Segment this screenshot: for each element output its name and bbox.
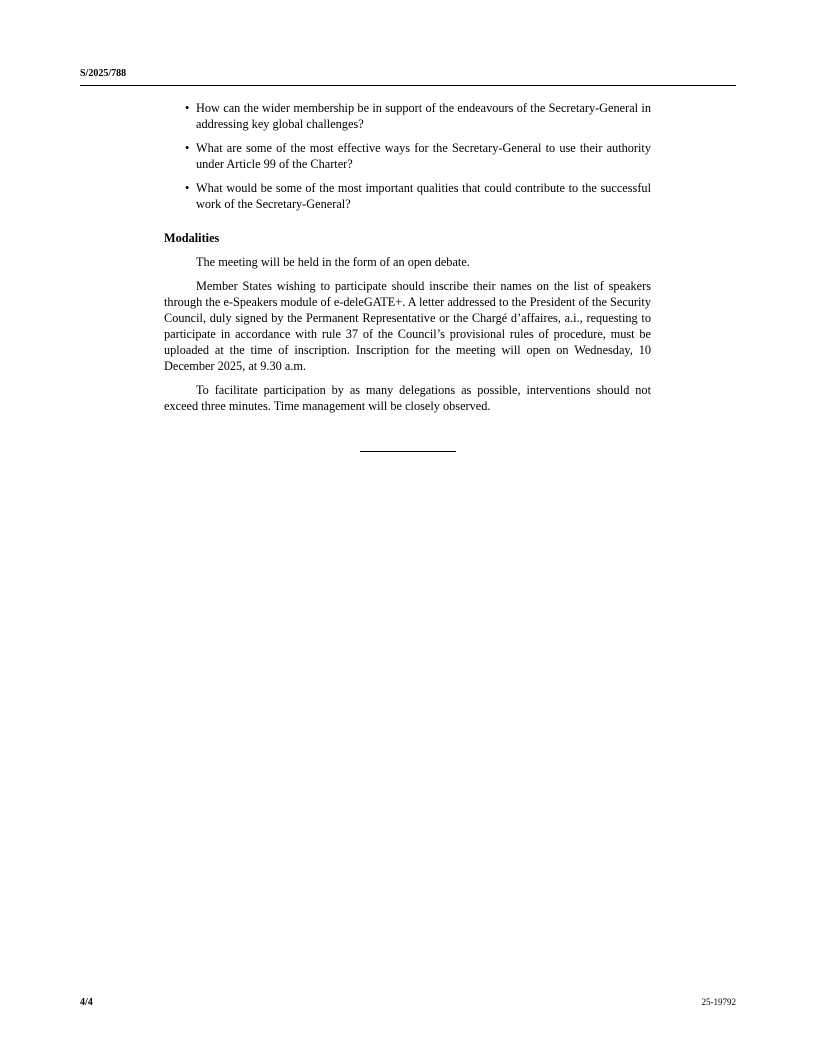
question-text: What would be some of the most important qualities that could contribute to the successful work of the Secretary-General? xyxy=(196,181,651,211)
bullet-icon: • xyxy=(185,181,190,195)
question-item-2 xyxy=(164,140,651,172)
bullet-icon: • xyxy=(185,141,190,155)
job-number: 25-19792 xyxy=(701,997,736,1007)
question-text: How can the wider membership be in support of the endeavours of the Secretary-General in addressing key global challenges? xyxy=(196,101,651,131)
bullet-icon: • xyxy=(185,101,190,115)
question-item-1 xyxy=(164,100,651,132)
page-number: 4/4 xyxy=(80,997,93,1008)
end-of-document-rule xyxy=(360,451,456,452)
modalities-paragraph-1: The meeting will be held in the form of an open debate. xyxy=(196,255,470,269)
document-body xyxy=(164,100,651,422)
header-rule xyxy=(80,85,736,86)
question-item-3 xyxy=(164,180,651,212)
document-symbol: S/2025/788 xyxy=(80,68,127,79)
modalities-paragraph-3: To facilitate participation by as many delegations as possible, interventions should not exceed three minutes. Time management will be closely observed. xyxy=(164,383,651,413)
modalities-paragraph-2: Member States wishing to participate should inscribe their names on the list of speakers through the e-Speakers module of e-deleGATE+. A letter addressed to the President of the Security Council, duly signed by the Permanent Representative or the Chargé d’affaires, a.i., requesting to participate in accordance with rule 37 of the Council’s provisional rules of procedure, must be uploaded at the time of inscription. Inscription for the meeting will open on Wednesday, 10 December 2025, at 9.30 a.m. xyxy=(164,279,651,373)
modalities-heading: Modalities xyxy=(164,231,220,245)
question-list xyxy=(164,100,651,212)
question-text: What are some of the most effective ways for the Secretary-General to use their authority under Article 99 of the Charter? xyxy=(196,141,651,171)
